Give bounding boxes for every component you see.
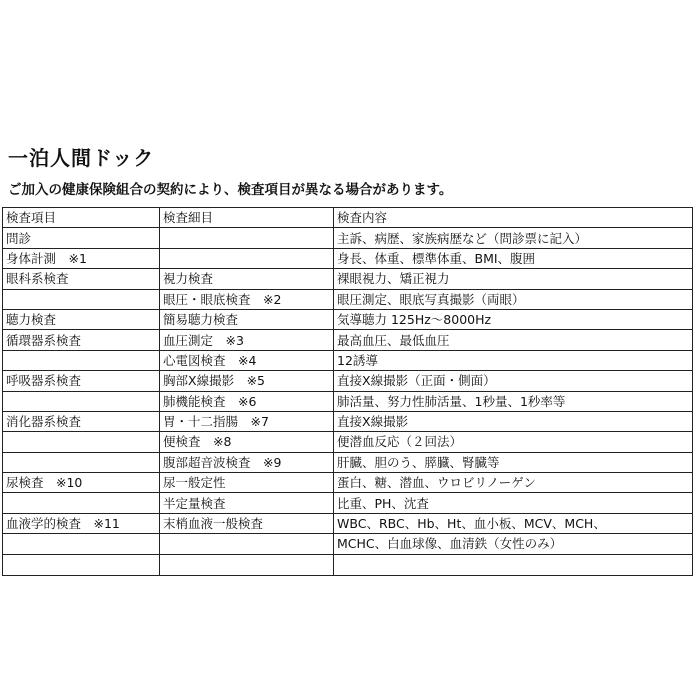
table-row (3, 493, 693, 513)
exam-content-cell: 肝臓、胆のう、膵臓、腎臓等 (334, 452, 693, 472)
exam-content-cell: 12誘導 (334, 350, 693, 370)
table-row (3, 534, 693, 554)
exam-item-cell: 尿検査 ※10 (3, 473, 160, 493)
table-row (3, 371, 693, 391)
exam-content-cell: 便潜血反応（２回法） (334, 432, 693, 452)
exam-content-cell: 裸眼視力、矯正視力 (334, 269, 693, 289)
table-row (3, 228, 693, 248)
exam-item-cell: 消化器系検査 (3, 411, 160, 431)
column-header-detail: 検査細目 (160, 208, 334, 228)
page-subtitle: ご加入の健康保険組合の契約により、検査項目が異なる場合があります。 (8, 182, 453, 198)
exam-item-cell (3, 493, 160, 513)
exam-item-cell (3, 534, 160, 554)
exam-content-cell: 比重、PH、沈査 (334, 493, 693, 513)
table-row (3, 432, 693, 452)
exam-detail-cell: 胸部X線撮影 ※5 (160, 371, 334, 391)
table-row (3, 554, 693, 575)
exam-detail-cell: 腹部超音波検査 ※9 (160, 452, 334, 472)
table-row (3, 309, 693, 329)
exam-content-cell: 眼圧測定、眼底写真撮影（両眼） (334, 289, 693, 309)
exam-detail-cell (160, 248, 334, 268)
exam-content-cell: WBC、RBC、Hb、Ht、血小板、MCV、MCH、 (334, 513, 693, 533)
exam-detail-cell (160, 554, 334, 575)
column-header-item: 検査項目 (3, 208, 160, 228)
exam-detail-cell: 眼圧・眼底検査 ※2 (160, 289, 334, 309)
exam-content-cell: 肺活量、努力性肺活量、1秒量、1秒率等 (334, 391, 693, 411)
table-row (3, 248, 693, 268)
exam-detail-cell: 心電図検査 ※4 (160, 350, 334, 370)
exam-item-cell: 問診 (3, 228, 160, 248)
table-header-row (3, 208, 693, 228)
exam-detail-cell (160, 228, 334, 248)
exam-content-cell: 直接X線撮影（正面・側面） (334, 371, 693, 391)
exam-item-cell (3, 289, 160, 309)
exam-detail-cell: 簡易聴力検査 (160, 309, 334, 329)
exam-item-cell (3, 452, 160, 472)
column-header-content: 検査内容 (334, 208, 693, 228)
exam-detail-cell: 尿一般定性 (160, 473, 334, 493)
table-row (3, 269, 693, 289)
exam-item-cell: 眼科系検査 (3, 269, 160, 289)
exam-content-cell: 直接X線撮影 (334, 411, 693, 431)
exam-content-cell (334, 554, 693, 575)
table-row (3, 513, 693, 533)
exam-item-cell (3, 350, 160, 370)
exam-content-cell: 主訴、病歴、家族病歴など（問診票に記入） (334, 228, 693, 248)
exam-detail-cell: 視力検査 (160, 269, 334, 289)
exam-content-cell: 蛋白、糖、潜血、ウロビリノーゲン (334, 473, 693, 493)
table-row (3, 330, 693, 350)
table-row (3, 289, 693, 309)
table-row (3, 452, 693, 472)
exam-detail-cell (160, 534, 334, 554)
exam-detail-cell: 便検査 ※8 (160, 432, 334, 452)
exam-detail-cell: 胃・十二指腸 ※7 (160, 411, 334, 431)
table-row (3, 411, 693, 431)
exam-table-body (3, 228, 693, 575)
table-row (3, 391, 693, 411)
exam-content-cell: MCHC、白血球像、血清鉄（女性のみ） (334, 534, 693, 554)
exam-detail-cell: 肺機能検査 ※6 (160, 391, 334, 411)
exam-item-cell (3, 391, 160, 411)
exam-content-cell: 気導聴力 125Hz～8000Hz (334, 309, 693, 329)
table-row (3, 473, 693, 493)
exam-item-cell: 血液学的検査 ※11 (3, 513, 160, 533)
exam-item-cell: 呼吸器系検査 (3, 371, 160, 391)
exam-item-cell: 身体計測 ※1 (3, 248, 160, 268)
exam-content-cell: 身長、体重、標準体重、BMI、腹囲 (334, 248, 693, 268)
page-title: 一泊人間ドック (8, 146, 155, 170)
exam-item-cell: 聴力検査 (3, 309, 160, 329)
exam-item-cell (3, 554, 160, 575)
table-row (3, 350, 693, 370)
exam-detail-cell: 血圧測定 ※3 (160, 330, 334, 350)
exam-table (2, 207, 693, 576)
exam-item-cell (3, 432, 160, 452)
exam-detail-cell: 末梢血液一般検査 (160, 513, 334, 533)
exam-content-cell: 最高血圧、最低血圧 (334, 330, 693, 350)
exam-detail-cell: 半定量検査 (160, 493, 334, 513)
exam-item-cell: 循環器系検査 (3, 330, 160, 350)
